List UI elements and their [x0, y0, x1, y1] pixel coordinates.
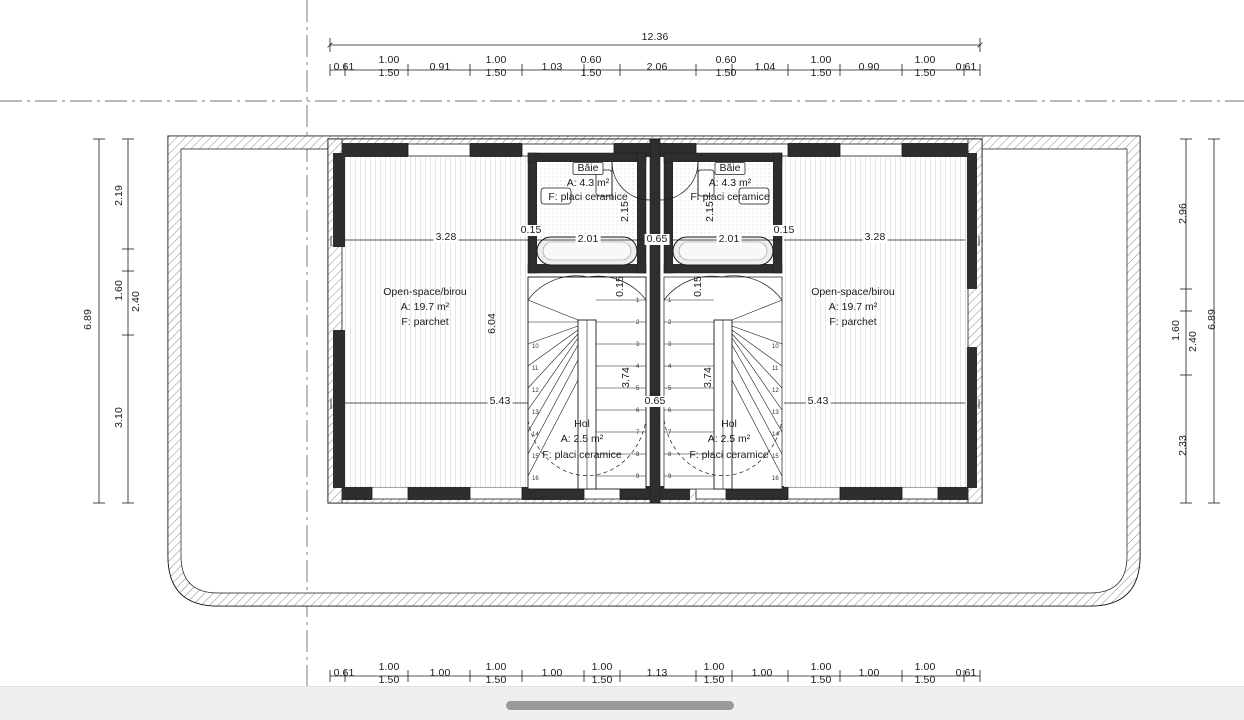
room-area-hol-left: A: 2.5 m² [560, 433, 604, 445]
building-envelope [328, 139, 982, 503]
dim-corridor-065-bottom: 0.65 [644, 395, 666, 407]
dim-right-vertical-374: 3.74 [701, 367, 714, 388]
dim-right-wall-015-top: 0.15 [773, 224, 795, 236]
dim-right-room-width-top: 3.28 [864, 231, 886, 243]
dim-top-open-6-h: 1.50 [914, 67, 936, 79]
dim-bottom-open-6-w: 1.00 [914, 661, 936, 673]
dim-top-seg-2: 0.91 [429, 61, 451, 73]
stair-tread-number: 1 [668, 298, 672, 304]
room-finish-hol-left: F: placi ceramice [542, 449, 622, 461]
dim-bottom-open-6-h: 1.50 [914, 674, 936, 686]
stair-tread-number: 6 [636, 408, 640, 414]
dim-bottom-edge-right: 0.61 [955, 667, 977, 679]
stair-tread-number: 14 [772, 432, 779, 438]
dim-left-vertical-374: 3.74 [619, 367, 632, 388]
stair-tread-number: 8 [668, 452, 672, 458]
stair-tread-number: 10 [532, 344, 539, 350]
stair-tread-number: 8 [636, 452, 640, 458]
dim-bottom-open-1-w: 1.00 [378, 661, 400, 673]
dim-top-open-2-h: 1.50 [485, 67, 507, 79]
horizontal-scrollbar-track[interactable] [0, 686, 1244, 720]
stair-tread-number: 15 [532, 454, 539, 460]
room-finish-bath-right: F: placi ceramice [690, 191, 770, 203]
dim-top-seg-4: 2.06 [646, 61, 668, 73]
dim-top-open-4-w: 0.60 [715, 54, 737, 66]
room-finish-hol-right: F: placi ceramice [689, 449, 769, 461]
stair-tread-number: 15 [772, 454, 779, 460]
stair-tread-number: 4 [636, 364, 640, 370]
stair-tread-number: 12 [532, 388, 539, 394]
dim-right-overall: 6.89 [1205, 309, 1218, 330]
room-label-hol-left: Hol [574, 418, 590, 430]
dim-left-vertical-604: 6.04 [485, 313, 498, 334]
dim-right-bath-width: 2.01 [718, 233, 740, 245]
stair-tread-number: 12 [772, 388, 779, 394]
room-label-bath-left: Băie [572, 162, 603, 175]
dim-overall-top: 12.36 [641, 31, 669, 43]
dim-right-seg-2: 1.60 [1169, 320, 1182, 341]
dim-bottom-seg-3: 1.00 [541, 667, 563, 679]
room-label-hol-right: Hol [721, 418, 737, 430]
dim-left-wall-015-top: 0.15 [520, 224, 542, 236]
dim-bottom-seg-6: 1.00 [858, 667, 880, 679]
stair-tread-number: 7 [636, 430, 640, 436]
dim-bottom-seg-2: 1.00 [429, 667, 451, 679]
room-area-openspace-right: A: 19.7 m² [828, 301, 878, 313]
dim-bottom-open-5-w: 1.00 [810, 661, 832, 673]
stair-tread-number: 9 [668, 474, 672, 480]
stair-tread-number: 5 [668, 386, 672, 392]
dim-top-open-4-h: 1.50 [715, 67, 737, 79]
stair-tread-number: 3 [636, 342, 640, 348]
dim-right-seg-1: 2.96 [1176, 203, 1189, 224]
dim-right-bath-depth: 2.15 [703, 201, 716, 222]
stair-tread-number: 16 [772, 476, 779, 482]
dim-top-open-2-w: 1.00 [485, 54, 507, 66]
stair-tread-number: 2 [668, 320, 672, 326]
stair-tread-number: 4 [668, 364, 672, 370]
dim-left-seg-3: 2.40 [129, 291, 142, 312]
dim-top-open-3-w: 0.60 [580, 54, 602, 66]
dim-right-wall-015-mid: 0.15 [691, 276, 704, 297]
stair-tread-number: 11 [532, 366, 539, 372]
dim-bottom-open-5-h: 1.50 [810, 674, 832, 686]
dim-left-room-width-bottom: 5.43 [489, 395, 511, 407]
dim-bottom-seg-4: 1.13 [646, 667, 668, 679]
dim-top-open-6-w: 1.00 [914, 54, 936, 66]
stair-tread-number: 1 [636, 298, 640, 304]
stair-tread-number: 13 [532, 410, 539, 416]
dim-left-bath-depth: 2.15 [618, 201, 631, 222]
stair-tread-number: 13 [772, 410, 779, 416]
dim-bottom-edge-left: 0.61 [333, 667, 355, 679]
stair-tread-number: 14 [532, 432, 539, 438]
room-finish-bath-left: F: placi ceramice [548, 191, 628, 203]
stair-tread-number: 2 [636, 320, 640, 326]
dim-bottom-open-2-h: 1.50 [485, 674, 507, 686]
dim-top-open-1-w: 1.00 [378, 54, 400, 66]
room-area-bath-left: A: 4.3 m² [566, 177, 610, 189]
stair-right [664, 276, 782, 489]
stair-tread-number: 6 [668, 408, 672, 414]
stair-tread-number: 10 [772, 344, 779, 350]
room-area-bath-right: A: 4.3 m² [708, 177, 752, 189]
dim-bottom-open-4-h: 1.50 [703, 674, 725, 686]
dim-bottom-open-3-h: 1.50 [591, 674, 613, 686]
dim-left-seg-4: 3.10 [112, 407, 125, 428]
room-label-bath-right: Băie [714, 162, 745, 175]
dim-top-seg-3: 1.03 [541, 61, 563, 73]
room-area-openspace-left: A: 19.7 m² [400, 301, 450, 313]
stair-tread-number: 7 [668, 430, 672, 436]
stair-tread-number: 5 [636, 386, 640, 392]
dim-top-seg-5: 1.04 [754, 61, 776, 73]
stair-left [528, 276, 646, 489]
stair-tread-number: 9 [636, 474, 640, 480]
dim-corridor-065-top: 0.65 [646, 233, 668, 245]
stair-tread-number: 16 [532, 476, 539, 482]
dim-right-room-width-bottom: 5.43 [807, 395, 829, 407]
dim-right-seg-3: 2.40 [1186, 331, 1199, 352]
dim-top-open-3-h: 1.50 [580, 67, 602, 79]
dim-left-overall: 6.89 [81, 309, 94, 330]
dim-bottom-open-1-h: 1.50 [378, 674, 400, 686]
dim-top-seg-6: 0.90 [858, 61, 880, 73]
dim-top-open-5-h: 1.50 [810, 67, 832, 79]
horizontal-scrollbar-thumb[interactable] [506, 701, 734, 710]
dim-top-open-5-w: 1.00 [810, 54, 832, 66]
dim-left-seg-1: 2.19 [112, 185, 125, 206]
dim-top-edge-right: 0.61 [955, 61, 977, 73]
dim-left-wall-015-mid: 0.15 [613, 276, 626, 297]
room-finish-openspace-right: F: parchet [829, 316, 877, 328]
stair-tread-number: 11 [772, 366, 779, 372]
room-label-openspace-left: Open-space/birou [383, 286, 467, 298]
dim-left-seg-2: 1.60 [112, 280, 125, 301]
dim-bottom-open-3-w: 1.00 [591, 661, 613, 673]
dim-top-open-1-h: 1.50 [378, 67, 400, 79]
dim-left-bath-width: 2.01 [577, 233, 599, 245]
room-finish-openspace-left: F: parchet [401, 316, 449, 328]
room-label-openspace-right: Open-space/birou [811, 286, 895, 298]
dim-bottom-open-2-w: 1.00 [485, 661, 507, 673]
dim-bottom-open-4-w: 1.00 [703, 661, 725, 673]
dim-right-seg-4: 2.33 [1176, 435, 1189, 456]
stair-tread-number: 3 [668, 342, 672, 348]
dim-top-edge-left: 0.61 [333, 61, 355, 73]
room-area-hol-right: A: 2.5 m² [707, 433, 751, 445]
dim-bottom-seg-5: 1.00 [751, 667, 773, 679]
dim-left-room-width-top: 3.28 [435, 231, 457, 243]
